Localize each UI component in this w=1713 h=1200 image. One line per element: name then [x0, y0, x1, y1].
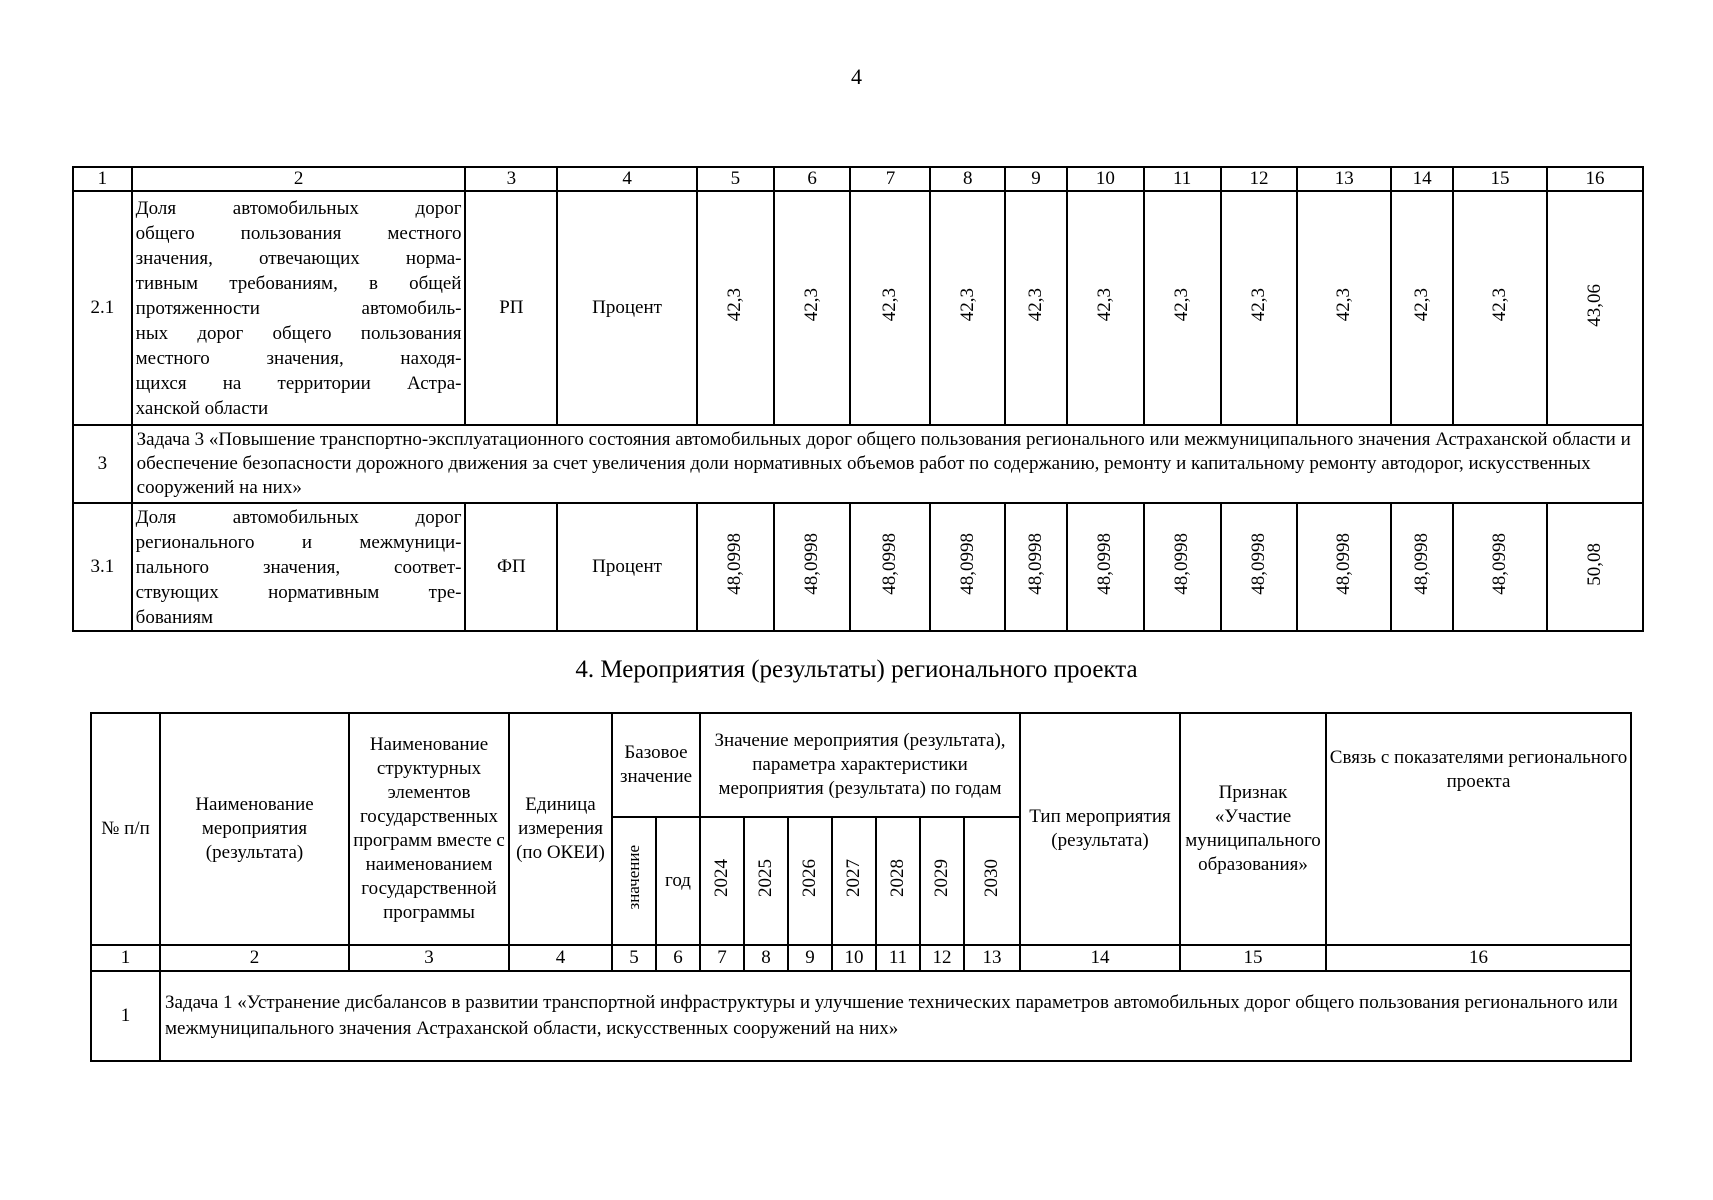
value-cell: 48,0998 [1094, 533, 1116, 595]
value-cell: 42,3 [956, 288, 978, 322]
header-base-year: год [656, 817, 700, 945]
value-cell: 42,3 [1025, 288, 1047, 322]
value-cell: 42,3 [879, 288, 901, 322]
desc-line: ствующих нормативным тре- [135, 581, 462, 603]
indicator-description [132, 503, 466, 631]
value-cell: 42,3 [1333, 288, 1355, 322]
desc-line: Доля автомобильных дорог [135, 506, 462, 528]
desc-line: регионального и межмуници- [135, 531, 462, 553]
col-num-cell: 3 [465, 167, 557, 191]
value-cell: 48,0998 [1411, 533, 1433, 595]
header-year: 2024 [711, 858, 733, 897]
header-type: Тип мероприятия (результата) [1020, 713, 1180, 945]
desc-line: тивным требованиям, в общей [135, 272, 462, 294]
col-num-cell: 15 [1453, 167, 1547, 191]
header-year: 2026 [799, 858, 821, 897]
header-unit: Единица измерения (по ОКЕИ) [509, 713, 612, 945]
column-number-row [73, 167, 1643, 191]
col-num-cell: 13 [964, 945, 1020, 971]
col-num-cell: 7 [700, 945, 744, 971]
col-num-cell: 13 [1297, 167, 1391, 191]
col-num-cell: 12 [1221, 167, 1298, 191]
col-num-cell: 6 [774, 167, 851, 191]
col-num-cell: 7 [850, 167, 930, 191]
indicator-row-3-1 [73, 503, 1643, 631]
col-num-cell: 1 [73, 167, 132, 191]
value-cell: 42,3 [801, 288, 823, 322]
header-base: Базовое значение [612, 713, 700, 817]
value-cell: 48,0998 [724, 533, 746, 595]
desc-line: щихся на территории Астра- [135, 372, 462, 394]
col-num-cell: 8 [744, 945, 788, 971]
value-cell: 48,0998 [801, 533, 823, 595]
row-number: 2.1 [73, 191, 132, 425]
indicator-unit: Процент [557, 503, 697, 631]
indicator-description [132, 191, 466, 425]
value-cell: 42,3 [1488, 288, 1510, 322]
header-name: Наименование мероприятия (результата) [160, 713, 349, 945]
header-structural: Наименование структурных элементов государственных программ вместе с наименованием государственной программы [349, 713, 509, 945]
col-num-cell: 14 [1391, 167, 1453, 191]
header-year: 2027 [843, 858, 865, 897]
header-year: 2028 [887, 858, 909, 897]
header-values-title: Значение мероприятия (результата), параметра характеристики мероприятия (результата) по годам [700, 713, 1020, 817]
col-num-cell: 16 [1547, 167, 1643, 191]
row-number: 1 [91, 971, 160, 1061]
col-num-cell: 1 [91, 945, 160, 971]
col-num-cell: 11 [876, 945, 920, 971]
col-num-cell: 2 [132, 167, 466, 191]
col-num-cell: 6 [656, 945, 700, 971]
desc-line: бованиям [135, 606, 214, 628]
task-description: Задача 3 «Повышение транспортно-эксплуатационного состояния автомобильных дорог общего пользования регионального или межмуниципального значения Астраханской области и обеспечение безопасности дорожного движения за счет увеличения доли нормативных объемов работ по содержанию, ремонту и капитальному ремонту автодорог, искусственных сооружений на них» [132, 425, 1643, 503]
value-cell: 42,3 [1247, 288, 1269, 322]
col-num-cell: 11 [1144, 167, 1221, 191]
value-cell: 48,0998 [1025, 533, 1047, 595]
col-num-cell: 10 [1067, 167, 1144, 191]
indicator-row-2-1 [73, 191, 1643, 425]
desc-line: местного значения, находя- [135, 347, 462, 369]
value-cell: 48,0998 [1488, 533, 1510, 595]
value-cell: 42,3 [1094, 288, 1116, 322]
header-num: № п/п [91, 713, 160, 945]
desc-line: ных дорог общего пользования [135, 322, 462, 344]
indicator-unit: Процент [557, 191, 697, 425]
col-num-cell: 9 [1005, 167, 1067, 191]
col-num-cell: 3 [349, 945, 509, 971]
page-number: 4 [851, 64, 862, 89]
section-title: 4. Мероприятия (результаты) регионального проекта [575, 656, 1138, 683]
desc-line: Доля автомобильных дорог [135, 197, 462, 219]
desc-line: пального значения, соответ- [135, 556, 462, 578]
header-year: 2025 [755, 858, 777, 897]
col-num-cell: 4 [509, 945, 612, 971]
header-year: 2030 [981, 858, 1003, 897]
desc-line: протяженности автомобиль- [135, 297, 462, 319]
value-cell: 42,3 [1171, 288, 1193, 322]
header-link: Связь с показателями регионального проекта [1326, 713, 1631, 945]
indicator-level: РП [465, 191, 557, 425]
desc-line: ханской области [135, 397, 269, 419]
col-num-cell: 5 [697, 167, 774, 191]
col-num-cell: 2 [160, 945, 349, 971]
desc-line: общего пользования местного [135, 222, 462, 244]
value-cell: 50,08 [1583, 542, 1605, 586]
col-num-cell: 4 [557, 167, 697, 191]
value-cell: 42,3 [1411, 288, 1433, 322]
activities-table [90, 712, 1632, 1062]
header-base-value: значение [624, 845, 643, 910]
indicator-level: ФП [465, 503, 557, 631]
value-cell: 48,0998 [1333, 533, 1355, 595]
col-num-cell: 15 [1180, 945, 1326, 971]
indicators-table [72, 166, 1644, 632]
task-row-3 [73, 425, 1643, 503]
task-row-1 [91, 971, 1631, 1061]
col-num-cell: 12 [920, 945, 964, 971]
value-cell: 43,06 [1583, 283, 1605, 327]
desc-line: значения, отвечающих норма- [135, 247, 462, 269]
value-cell: 48,0998 [1171, 533, 1193, 595]
col-num-cell: 14 [1020, 945, 1180, 971]
row-number: 3 [73, 425, 132, 503]
header-year: 2029 [931, 858, 953, 897]
col-num-cell: 16 [1326, 945, 1631, 971]
col-num-cell: 10 [832, 945, 876, 971]
value-cell: 42,3 [724, 288, 746, 322]
col-num-cell: 8 [930, 167, 1005, 191]
col-num-cell: 9 [788, 945, 832, 971]
row-number: 3.1 [73, 503, 132, 631]
column-number-row [91, 945, 1631, 971]
task-description: Задача 1 «Устранение дисбалансов в развитии транспортной инфраструктуры и улучшение технических параметров автомобильных дорог общего пользования регионального или межмуниципального значения Астраханской области, искусственных сооружений на них» [160, 971, 1631, 1061]
header-participation: Признак «Участие муниципального образования» [1180, 713, 1326, 945]
value-cell: 48,0998 [879, 533, 901, 595]
value-cell: 48,0998 [956, 533, 978, 595]
header-row-top [91, 713, 1631, 817]
value-cell: 48,0998 [1247, 533, 1269, 595]
col-num-cell: 5 [612, 945, 656, 971]
